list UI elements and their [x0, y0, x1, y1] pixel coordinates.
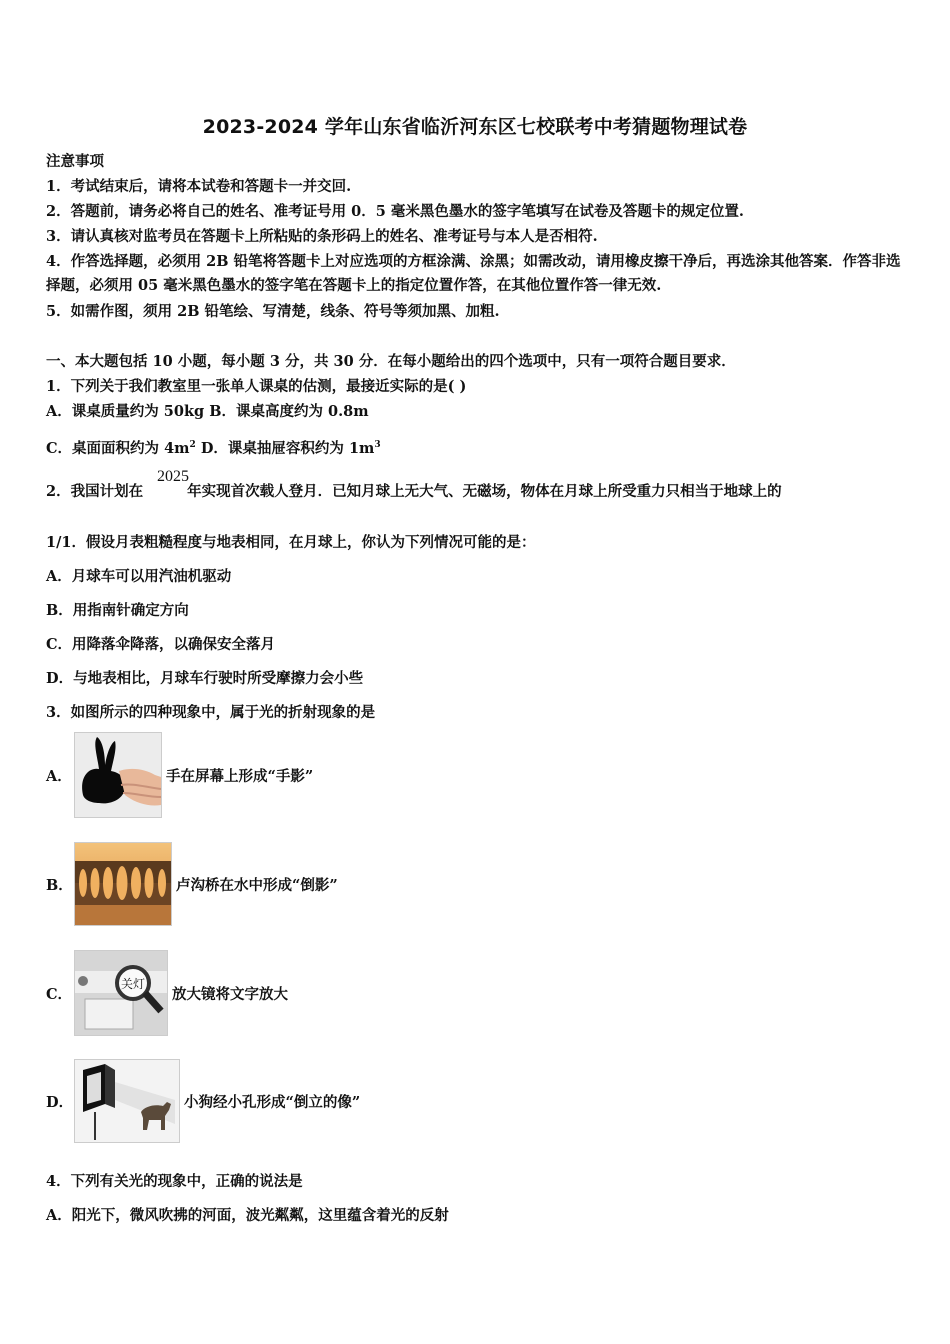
q2-option-a: A．月球车可以用汽油机驱动 [46, 568, 232, 585]
q4-stem: 4．下列有关光的现象中，正确的说法是 [46, 1173, 303, 1190]
notice-heading: 注意事项 [46, 153, 104, 170]
q3-option-c-caption: 放大镜将文字放大 [172, 985, 288, 1003]
q3-option-a-letter: A． [46, 767, 72, 785]
hand-shadow-image [74, 732, 162, 818]
q2-substem: 1/1．假设月表粗糙程度与地表相同，在月球上，你认为下列情况可能的是： [46, 534, 536, 551]
q1-stem: 1．下列关于我们教室里一张单人课桌的估测，最接近实际的是( ) [46, 378, 467, 395]
page-title: 2023-2024 学年山东省临沂河东区七校联考中考猜题物理试卷 [202, 116, 748, 138]
notice-item-2: 2．答题前，请务必将自己的姓名、准考证号用 0．5 毫米黑色墨水的签字笔填写在试卷及答题卡的规定位置. [46, 203, 744, 220]
q3-stem: 3．如图所示的四种现象中，属于光的折射现象的是 [46, 704, 376, 721]
q3-option-d [46, 1059, 360, 1143]
q2-option-d: D．与地表相比，月球车行驶时所受摩擦力会小些 [46, 670, 364, 687]
q3-option-b [46, 842, 338, 926]
q3-option-a-caption: 手在屏幕上形成“手影” [166, 767, 314, 785]
pinhole-dog-image [74, 1059, 180, 1143]
notice-item-1: 1．考试结束后，请将本试卷和答题卡一并交回. [46, 178, 352, 195]
q1-options-cd [46, 435, 381, 459]
q2-option-c: C．用降落伞降落，以确保安全落月 [46, 636, 276, 653]
q2-year: 2025 [157, 468, 189, 485]
q1-options-ab: A．课桌质量约为 50kg B．课桌高度约为 0.8m [46, 403, 369, 420]
q4-option-a: A．阳光下，微风吹拂的河面，波光粼粼，这里蕴含着光的反射 [46, 1207, 449, 1224]
q1-option-d: D．课桌抽屉容积约为 1m [195, 439, 375, 457]
notice-item-3: 3．请认真核对监考员在答题卡上所粘贴的条形码上的姓名、准考证号与本人是否相符. [46, 228, 598, 245]
q3-option-d-caption: 小狗经小孔形成“倒立的像” [184, 1093, 361, 1111]
magnifier-image [74, 950, 168, 1036]
q1-option-d-exponent: 3 [374, 440, 381, 450]
q3-option-b-caption: 卢沟桥在水中形成“倒影” [176, 876, 338, 894]
q2-stem-post: 年实现首次载人登月．已知月球上无大气、无磁场，物体在月球上所受重力只相当于地球上的 [187, 483, 782, 500]
q3-option-b-letter: B． [46, 876, 73, 894]
q1-option-c-exponent: 2 [189, 440, 196, 450]
magnifier-text: 关灯 [120, 977, 146, 991]
q1-option-c: C．桌面面积约为 4m [46, 439, 190, 457]
q3-option-a [46, 732, 313, 818]
q2-option-b: B．用指南针确定方向 [46, 602, 189, 619]
q3-option-d-letter: D． [46, 1093, 74, 1111]
notice-item-4: 4．作答选择题，必须用 2B 铅笔将答题卡上对应选项的方框涂满、涂黑；如需改动，请用橡皮擦干净后，再选涂其他答案．作答非选择题，必须用 05 毫米黑色墨水的签字笔在答题卡上的指定位置作答，在其他位置作答一律无效. [46, 253, 901, 294]
section-heading: 一、本大题包括 10 小题，每小题 3 分，共 30 分．在每小题给出的四个选项中，只有一项符合题目要求． [46, 353, 736, 370]
bridge-reflection-image [74, 842, 172, 926]
q2-stem-pre: 2．我国计划在 [46, 483, 144, 500]
notice-item-5: 5．如需作图，须用 2B 铅笔绘、写清楚，线条、符号等须加黑、加粗. [46, 303, 500, 320]
q3-option-c-letter: C． [46, 985, 73, 1003]
q3-option-c [46, 950, 288, 1036]
